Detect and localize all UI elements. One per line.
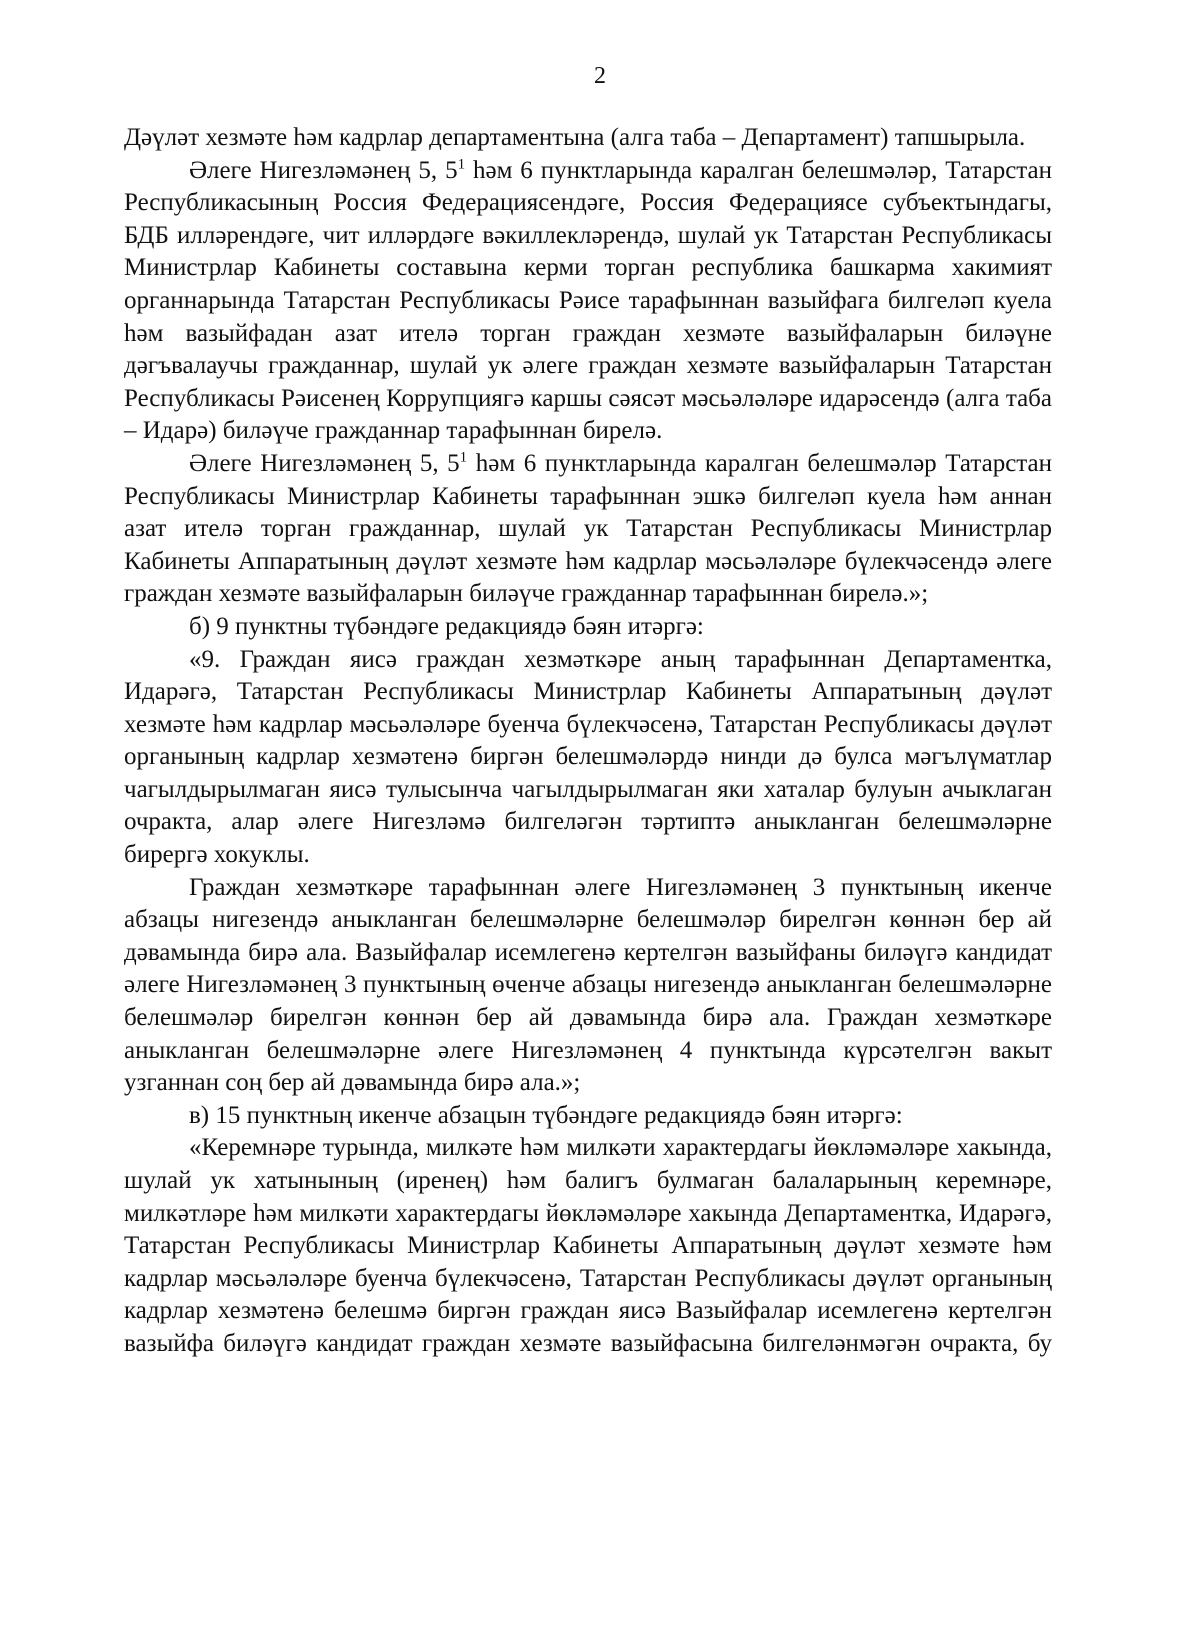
paragraph-text: Граждан хезмәткәре тарафыннан әлеге Нигезләмәнең 3 пунктының икенче абзацы нигезендә аныкланган белешмәләрне белешмәләр бирелгән көннән бер ай дәвамында бирә ала. Вазыйфалар исемлегенә кертелгән вазыйфаны биләүгә кандидат әлеге Нигезләмәнең 3 пунктының өченче абзацы нигезендә аныкланган белешмәләрне белешмәләр бирелгән көннән бер ай дәвамында бирә ала. Граждан хезмәткәре аныкланган белешмәләрне әлеге Нигезләмәнең 4 пунктында күрсәтелгән вакыт узганнан соң бер ай дәвамында бирә ала.»; <box>124 873 1052 1097</box>
paragraph-text: Дәүләт хезмәте һәм кадрлар департаментына (алга таба – Департамент) тапшырыла. <box>124 124 1026 151</box>
document-body <box>124 122 1052 1361</box>
paragraph-text: «Керемнәре турында, милкәте һәм милкәти характердагы йөкләмәләре хакында, шулай ук хатынының (иренең) һәм балигъ булмаган балаларының керемнәре, милкәтләре һәм милкәти характердагы йөкләмәләре хакында Департаментка, Идарәгә, Татарстан Республикасы Министрлар Кабинеты Аппаратының дәүләт хезмәте һәм кадрлар мәсьәләләре буенча бүлекчәсенә, Татарстан Республикасы дәүләт органының кадрлар хезмәтенә белешмә биргән граждан яисә Вазыйфалар исемлегенә кертелгән вазыйфа биләүгә кандидат граждан хезмәте вазыйфасына билгеләнмәгән очракта, бу <box>124 1134 1052 1357</box>
paragraph-4 <box>124 611 1052 644</box>
paragraph-text: Әлеге Нигезләмәнең 5, 5 <box>189 449 460 477</box>
paragraph-text-continued: һәм 6 пунктларында каралган белешмәләр Татарстан Республикасы Министрлар Кабинеты тарафыннан эшкә билгеләп куела һәм аннан азат ителә торган гражданнар, шулай ук Татарстан Республикасы Министрлар Кабинеты Аппаратының дәүләт хезмәте һәм кадрлар мәсьәләләре бүлекчәсендә әлеге граждан хезмәте вазыйфаларын биләүче гражданнар тарафыннан бирелә.»; <box>124 449 1053 608</box>
page-number: 2 <box>594 63 606 89</box>
paragraph-8 <box>124 1132 1052 1360</box>
paragraph-1 <box>124 122 1052 155</box>
paragraph-text-continued: һәм 6 пунктларында каралган белешмәләр, Татарстан Республикасының Россия Федерациясендәге, Россия Федерациясе субъектындагы, БДБ илләрендәге, чит илләрдәге вәкиллекләрендә, шулай ук Татарстан Республикасы Министрлар Кабинеты составына керми торган республика башкарма хакимият органнарында Татарстан Республикасы Рәисе тарафыннан вазыйфага билгеләп куела һәм вазыйфадан азат ителә торган граждан хезмәте вазыйфаларын биләүне дәгъвалаучы гражданнар, шулай ук әлеге граждан хезмәте вазыйфаларын Татарстан Республикасы Рәисенең Коррупциягә каршы сәясәт мәсьәләләре идарәсендә (алга таба – Идарә) биләүче гражданнар тарафыннан бирелә. <box>124 156 1052 445</box>
paragraph-text: б) 9 пунктны түбәндәге редакциядә бәян итәргә: <box>189 612 704 640</box>
paragraph-2 <box>124 155 1052 448</box>
superscript: 1 <box>457 156 466 173</box>
paragraph-text: Әлеге Нигезләмәнең 5, 5 <box>189 156 458 184</box>
paragraph-5 <box>124 644 1052 872</box>
paragraph-6 <box>124 872 1052 1100</box>
superscript: 1 <box>459 449 468 466</box>
paragraph-7 <box>124 1100 1052 1133</box>
paragraph-3 <box>124 448 1052 611</box>
paragraph-text: «9. Граждан яисә граждан хезмәткәре аның тарафыннан Департаментка, Идарәгә, Татарстан Республикасы Министрлар Кабинеты Аппаратының дәүләт хезмәте һәм кадрлар мәсьәләләре буенча бүлекчәсенә, Татарстан Республикасы дәүләт органының кадрлар хезмәтенә биргән белешмәләрдә нинди дә булса мәгълүматлар чагылдырылмаган яисә тулысынча чагылдырылмаган яки хаталар булуын ачыклаган очракта, алар әлеге Нигезләмә билгеләгән тәртиптә аныкланган белешмәләрне бирергә хокуклы. <box>124 645 1052 869</box>
paragraph-text: в) 15 пунктның икенче абзацын түбәндәге редакциядә бәян итәргә: <box>189 1101 903 1129</box>
